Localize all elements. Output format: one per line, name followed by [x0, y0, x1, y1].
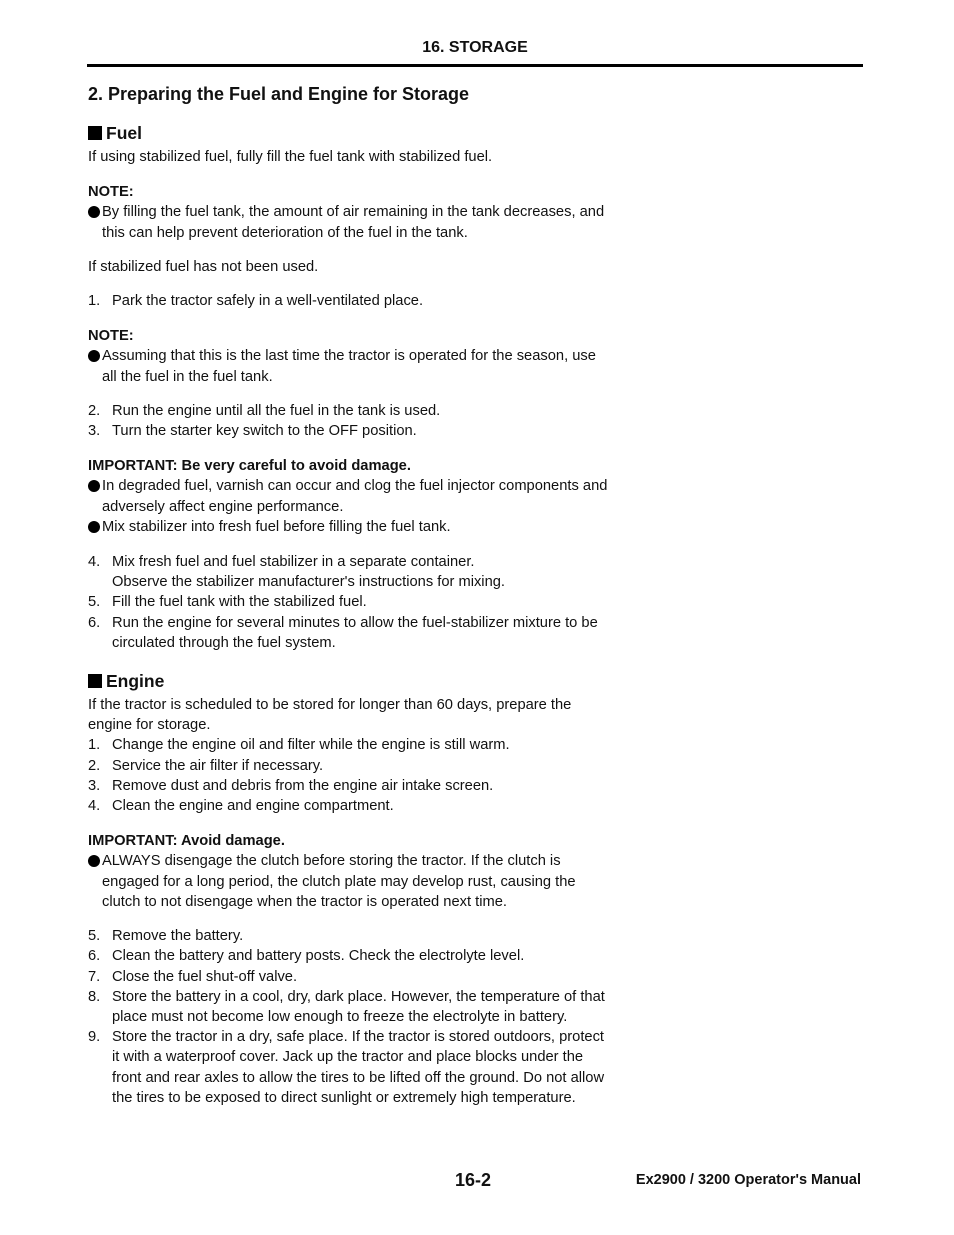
list-item-text: Service the air filter if necessary. [112, 757, 324, 774]
list-item-text: Clean the battery and battery posts. Check the electrolyte level. [112, 948, 525, 965]
list-item [88, 552, 608, 592]
list-item [88, 1027, 608, 1108]
list-item-number: 5. [88, 928, 101, 945]
list-item-number: 4. [88, 554, 101, 571]
list-item-text: Turn the starter key switch to the OFF position. [112, 423, 417, 440]
bullet-dot-icon [88, 350, 100, 362]
list-item-number: 1. [88, 293, 101, 310]
list-item [88, 946, 608, 966]
important-bullet [88, 851, 608, 912]
list-item-number: 3. [88, 423, 101, 440]
note-bullet-text: Assuming that this is the last time the tractor is operated for the season, use all the fuel in the fuel tank. [102, 348, 596, 385]
list-item [88, 776, 608, 796]
fuel-heading-label: Fuel [106, 123, 142, 143]
list-item [88, 735, 608, 755]
black-square-icon [88, 674, 102, 688]
list-item-number: 2. [88, 757, 101, 774]
bullet-dot-icon [88, 521, 100, 533]
list-item-number: 3. [88, 777, 101, 794]
list-item-text: Store the battery in a cool, dry, dark place. However, the temperature of that place must not become low enough to freeze the electrolyte in battery. [112, 988, 605, 1025]
note-bullet [88, 202, 608, 242]
engine-heading [88, 670, 608, 692]
list-item-number: 8. [88, 988, 101, 1005]
list-item-number: 6. [88, 614, 101, 631]
list-item-text: Remove the battery. [112, 928, 244, 945]
important-label: IMPORTANT: Avoid damage. [88, 833, 285, 850]
list-item [88, 967, 608, 987]
bullet-dot-icon [88, 206, 100, 218]
list-item-number: 9. [88, 1029, 101, 1046]
list-item [88, 401, 608, 421]
important-bullet-text: Mix stabilizer into fresh fuel before filling the fuel tank. [102, 518, 451, 535]
list-item-number: 2. [88, 402, 101, 419]
list-item-text: Change the engine oil and filter while the engine is still warm. [112, 737, 510, 754]
page-content [88, 82, 608, 1108]
list-item-text: Run the engine until all the fuel in the tank is used. [112, 402, 441, 419]
list-item-number: 5. [88, 594, 101, 611]
important-bullet-text: ALWAYS disengage the clutch before storing the tractor. If the clutch is engaged for a long period, the clutch plate may develop rust, causing the clutch to not disengage when the tractor is operated next time. [102, 853, 576, 910]
list-item-text: Fill the fuel tank with the stabilized fuel. [112, 594, 367, 611]
note-label: NOTE: [88, 328, 134, 345]
list-item-text: Store the tractor in a dry, safe place. If the tractor is stored outdoors, protect it with a waterproof cover. Jack up the tractor and place blocks under the front and rear axles to allow the tires to be lifted off the ground. Do not allow the tires to be exposed to direct sunlight or extremely high temperature. [112, 1029, 605, 1106]
list-item [88, 756, 608, 776]
black-square-icon [88, 126, 102, 140]
bullet-dot-icon [88, 480, 100, 492]
important-bullet [88, 476, 608, 516]
bullet-dot-icon [88, 855, 100, 867]
note-bullet [88, 346, 608, 386]
list-item [88, 926, 608, 946]
list-item [88, 291, 608, 311]
list-item-text: Clean the engine and engine compartment. [112, 798, 394, 815]
list-item-number: 4. [88, 798, 101, 815]
list-item-text: Close the fuel shut-off valve. [112, 968, 298, 985]
important-label: IMPORTANT: Be very careful to avoid damage. [88, 458, 411, 475]
list-item-text-line: Observe the stabilizer manufacturer's instructions for mixing. [112, 574, 505, 591]
list-item-text: Remove dust and debris from the engine air intake screen. [112, 777, 494, 794]
important-bullet-text: In degraded fuel, varnish can occur and clog the fuel injector components and adversely affect engine performance. [102, 478, 608, 515]
list-item [88, 987, 608, 1027]
list-item-number: 1. [88, 737, 101, 754]
list-item-text-line: Mix fresh fuel and fuel stabilizer in a separate container. [112, 554, 475, 571]
list-item-text [112, 552, 608, 592]
list-item [88, 421, 608, 441]
page-number: 16-2 [455, 1170, 492, 1190]
engine-intro: If the tractor is scheduled to be stored for longer than 60 days, prepare the engine for storage. [88, 697, 572, 734]
important-bullet [88, 517, 608, 537]
header-rule [87, 64, 863, 67]
list-item-number: 6. [88, 948, 101, 965]
not-stabilized-text: If stabilized fuel has not been used. [88, 258, 319, 275]
note-bullet-text: By filling the fuel tank, the amount of air remaining in the tank decreases, and this can help prevent deterioration of the fuel in the tank. [102, 204, 605, 241]
page-header-title: 16. STORAGE [422, 39, 528, 56]
fuel-intro: If using stabilized fuel, fully fill the fuel tank with stabilized fuel. [88, 149, 493, 165]
note-label: NOTE: [88, 184, 134, 201]
engine-heading-label: Engine [106, 671, 165, 692]
list-item [88, 796, 608, 816]
section-title: 2. Preparing the Fuel and Engine for Storage [88, 84, 470, 104]
list-item-number: 7. [88, 968, 101, 985]
fuel-heading [88, 122, 608, 144]
list-item-text: Park the tractor safely in a well-ventilated place. [112, 293, 424, 310]
list-item-text: Run the engine for several minutes to allow the fuel-stabilizer mixture to be circulated through the fuel system. [112, 614, 598, 651]
list-item [88, 613, 608, 653]
manual-title: Ex2900 / 3200 Operator's Manual [635, 1172, 861, 1188]
list-item [88, 592, 608, 612]
